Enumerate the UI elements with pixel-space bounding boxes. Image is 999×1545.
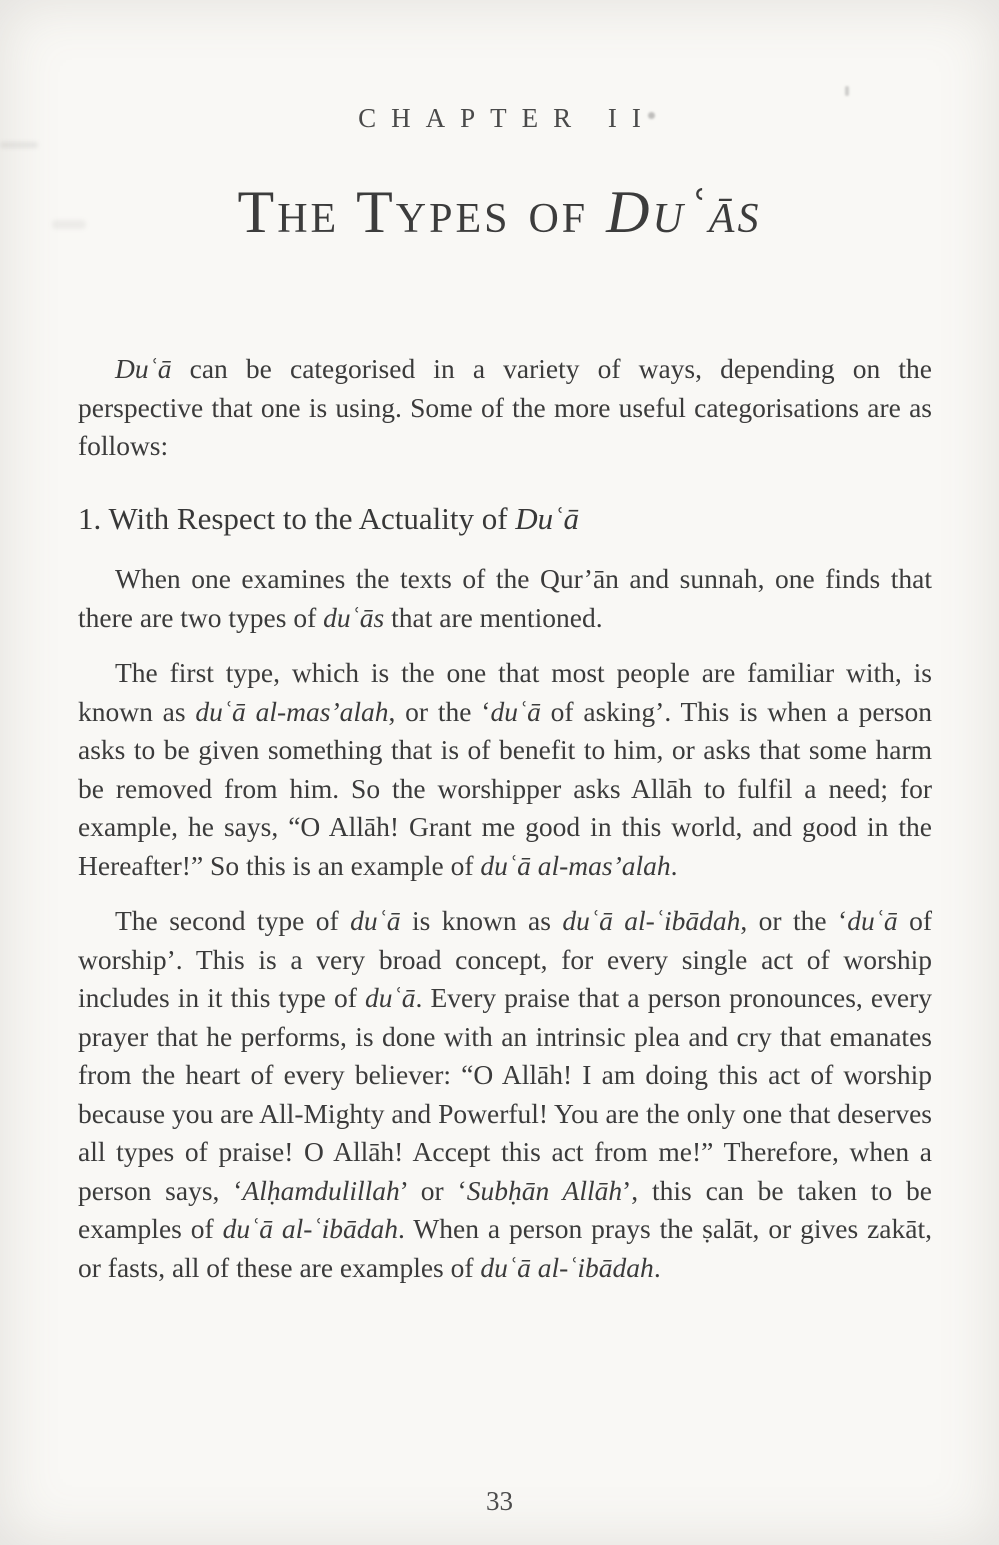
italic-term: Subḥān Allāh (466, 1174, 623, 1206)
italic-term: Duʿā (515, 500, 579, 536)
text-run: . (670, 849, 678, 881)
text-run: that are mentioned. (384, 601, 603, 633)
scan-artifact (845, 86, 849, 96)
italic-term: duʿās (323, 601, 385, 633)
text-run: can be categorised in a variety of ways, depending on the perspective that one is using. Some of the more useful categorisations are as follows: (78, 353, 932, 461)
italic-term: duʿā (847, 905, 898, 936)
body-text (78, 350, 932, 1304)
italic-term: duʿā (350, 905, 401, 936)
page-number: 33 (486, 1486, 513, 1516)
italic-term: duʿā al-ʿibādah (222, 1213, 398, 1244)
italic-term: duʿā (490, 695, 541, 727)
paragraph (78, 902, 932, 1287)
section-heading (78, 500, 932, 539)
chapter-heading: CHAPTER II (358, 103, 656, 133)
text-run: of asking’. This is when a person asks to be given something that is of benefit to him, or asks that some harm be removed from him. So the worshipper asks Allāh to fulfil a need; for example, he says, “O Allāh! Grant me good in this world, and good in the Hereafter!” So this is an example of (78, 695, 932, 881)
paragraph (78, 560, 932, 637)
text-run: The first type, which is the one that most people are familiar with, is known as (78, 657, 932, 727)
italic-term: Duʿās (606, 179, 762, 245)
text-run: of worship’. This is a very broad concept, for every single act of worship includes in it this type of (78, 905, 932, 1013)
text-run: . (653, 1251, 661, 1283)
italic-term: duʿā al-mas’alah (195, 695, 389, 727)
text-run: . When a person prays the ṣalāt, or gives zakāt, or fasts, all of these are examples of (78, 1213, 932, 1283)
text-run: ’ or ‘ (399, 1174, 467, 1206)
italic-term: duʿā al-ʿibādah (562, 905, 741, 936)
text-run: ’, this can be taken to be examples of (78, 1174, 933, 1244)
text-run: is known as (400, 905, 563, 936)
paragraph (78, 350, 932, 466)
page-title (0, 178, 999, 247)
scan-artifact (0, 142, 38, 148)
italic-term: duʿā al-ʿibādah (480, 1251, 654, 1283)
text-run: . Every praise that a person pronounces, every prayer that he performs, is done with an intrinsic plea and cry that emanates from the heart of every believer: “O Allāh! I am doing this act of worship because you are All-Mighty and Powerful! You are the only one that deserves all types of praise! O Allāh! Accept this act from me!” Therefore, when a person says, ‘ (78, 982, 932, 1206)
text-run: , or the ‘ (740, 905, 848, 936)
italic-term: Duʿā (115, 353, 172, 384)
italic-term: duʿā al-mas’alah (480, 849, 671, 881)
text-run: The Types of (237, 179, 607, 245)
text-run: 1. With Respect to the Actuality of (78, 500, 516, 536)
text-run: When one examines the texts of the Qur’ān and sunnah, one finds that there are two types of (78, 563, 932, 633)
italic-term: Alḥamdulillah (242, 1174, 400, 1206)
text-run: The second type of (115, 905, 351, 936)
italic-term: duʿā (365, 982, 416, 1013)
paragraph (78, 654, 932, 885)
text-run: , or the ‘ (388, 695, 491, 727)
